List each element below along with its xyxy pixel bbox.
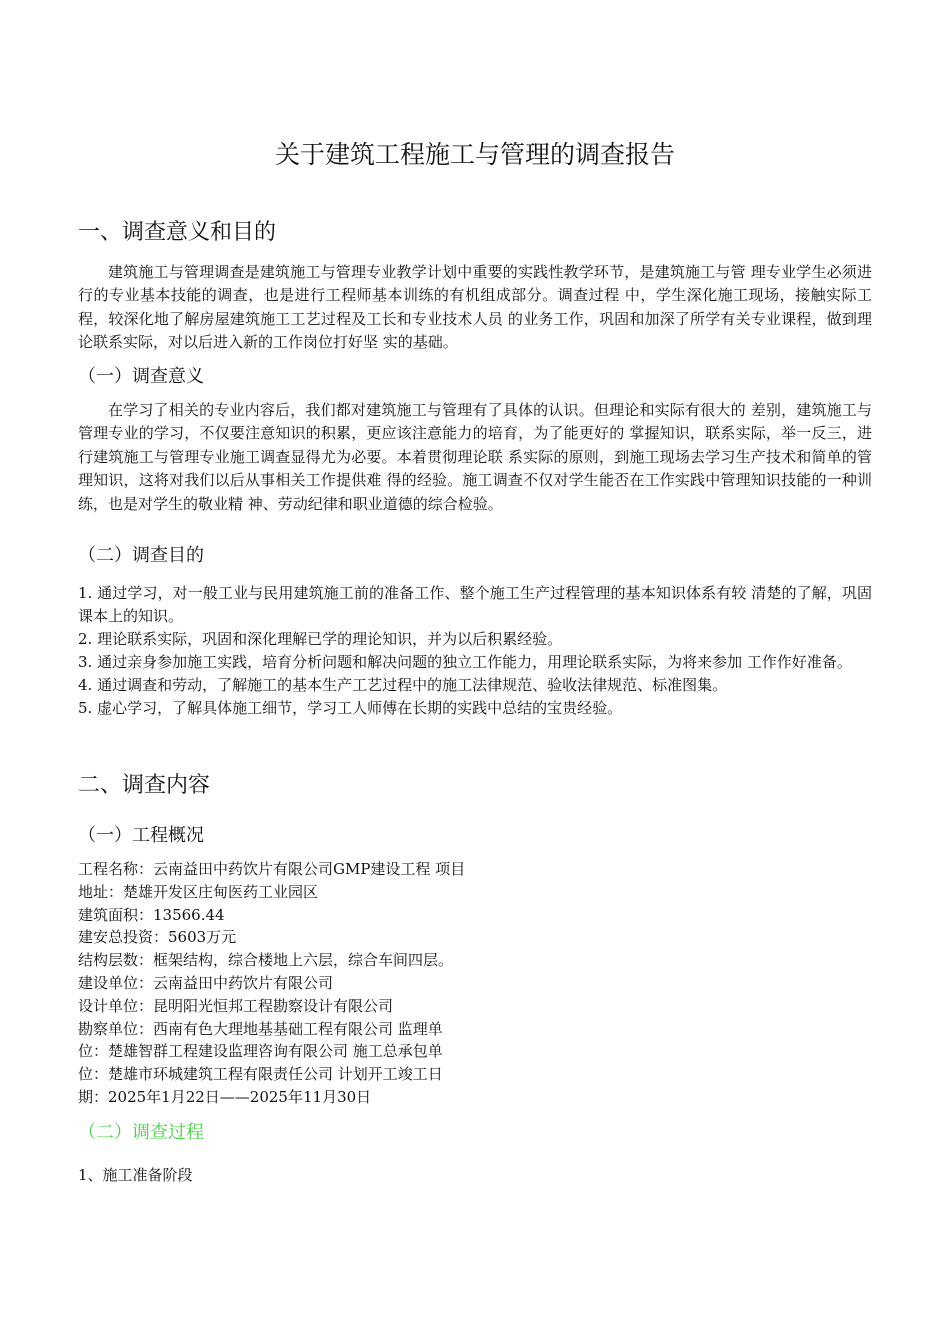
- report-title: 关于建筑工程施工与管理的调查报告: [274, 140, 675, 169]
- purpose-list: [78, 582, 872, 720]
- project-info-line: 结构层数：框架结构，综合楼地上六层，综合车间四层。: [78, 951, 454, 970]
- list-item: 4. 通过调查和劳动，了解施工的基本生产工艺过程中的施工法律规范、验收法律规范、标准图集。: [78, 676, 728, 694]
- project-info-line: 设计单位：昆明阳光恒邦工程勘察设计有限公司: [78, 996, 394, 1015]
- section-1-heading: 一、调查意义和目的: [78, 220, 277, 245]
- subsection-project-overview-heading: （一）工程概况: [78, 825, 204, 846]
- project-info-line: 建安总投资：5603万元: [78, 928, 237, 947]
- section-1-intro: 建筑施工与管理调查是建筑施工与管理专业教学计划中重要的实践性教学环节，是建筑施工与管 理专业学生必须进行的专业基本技能的调查，也是进行工程师基本训练的有机组成部分。调查过程 中，学生深化施工现场，接触实际工程，较深化地了解房屋建筑施工工艺过程及工长和专业技术人员 的业务工作，巩固和加深了所学有关专业课程，做到理论联系实际，对以后进入新的工作岗位打好坚 实的基础。: [78, 263, 872, 352]
- subsection-significance-text: 在学习了相关的专业内容后，我们都对建筑施工与管理有了具体的认识。但理论和实际有很大的 差别，建筑施工与管理专业的学习，不仅要注意知识的积累，更应该注意能力的培育，为了能更好的 掌握知识，联系实际，举一反三，进行建筑施工与管理专业施工调查显得尤为必要。本着贯彻理论联 系实际的原则，到施工现场去学习生产技术和简单的管理知识，这将对我们以后从事相关工作提供难 得的经验。施工调查不仅对学生能否在工作实践中管理知识技能的一种训练，也是对学生的敬业精 神、劳动纪律和职业道德的综合检验。: [78, 401, 872, 513]
- project-info-line: 建筑面积：13566.44: [78, 905, 225, 924]
- project-info-line: 位：楚雄市环城建筑工程有限责任公司 计划开工竣工日: [78, 1065, 443, 1084]
- list-item: 3. 通过亲身参加施工实践，培育分析问题和解决问题的独立工作能力，用理论联系实际，为将来参加 工作作好准备。: [78, 653, 852, 671]
- project-info-block: [78, 858, 518, 1109]
- subsection-significance-heading: （一）调查意义: [78, 366, 204, 387]
- project-info-line: 工程名称：云南益田中药饮片有限公司GMP建设工程 项目: [78, 860, 466, 878]
- section-2-heading: 二、调查内容: [78, 773, 211, 798]
- list-item: 1. 通过学习，对一般工业与民用建筑施工前的准备工作、整个施工生产过程管理的基本知识体系有较 清楚的了解，巩固课本上的知识。: [78, 584, 872, 625]
- project-info-line: 地址：楚雄开发区庄甸医药工业园区: [78, 882, 319, 901]
- list-item: 2. 理论联系实际，巩固和深化理解已学的理论知识，并为以后积累经验。: [78, 630, 563, 648]
- subsection-purpose-heading: （二）调查目的: [78, 545, 204, 566]
- subsection-process-heading: （二）调查过程: [78, 1122, 204, 1143]
- construction-prep-stage-label: 1、施工准备阶段: [78, 1166, 193, 1184]
- project-info-line: 建设单位：云南益田中药饮片有限公司: [78, 973, 334, 992]
- project-info-line: 期：2025年1月22日——2025年11月30日: [78, 1087, 372, 1106]
- project-info-line: 勘察单位：西南有色大理地基基础工程有限公司 监理单: [78, 1019, 443, 1038]
- list-item: 5. 虚心学习，了解具体施工细节，学习工人师傅在长期的实践中总结的宝贵经验。: [78, 699, 623, 717]
- project-info-line: 位：楚雄智群工程建设监理咨询有限公司 施工总承包单: [78, 1042, 443, 1061]
